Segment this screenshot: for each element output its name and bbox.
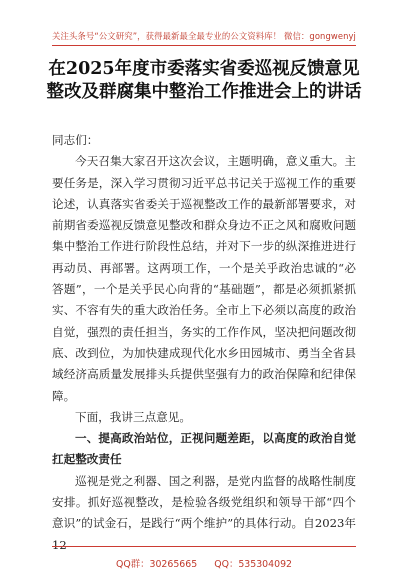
section-heading: 一、提高政治站位，正视问题差距，以高度的政治自觉扛起整改责任 (52, 431, 356, 467)
body-paragraph: 今天召集大家召开这次会议，主题明确，意义重大。主要任务是，深入学习贯彻习近平总书记关于巡视工作的重要论述，认真落实省委关于巡视整改工作的最新部署要求，对前期省委巡视反馈意见整改和群众身边不正之风和腐败问题集中整治工作进行阶段性总结，并对下一步的纵深推进进行再动员、再部署。这两项工作，一个是关乎政治忠诚的“必答题”，一个是关乎民心向背的“基础题”，都是必须抓紧抓实、不容有失的重大政治任务。全市上下必须以高度的政治自觉，强烈的责任担当，务实的工作作风，坚决把问题改彻底、改到位，为加快建成现代化水乡田园城市、勇当全省县域经济高质量发展排头兵提供坚强有力的政治保障和纪律保障。 (52, 154, 356, 403)
footer-qq: QQ：535304092 (214, 559, 293, 570)
document-title (40, 58, 368, 104)
footer-contact (0, 556, 408, 570)
page-header (0, 0, 408, 48)
header-divider (52, 45, 356, 46)
title-line-2: 整改及群腐集中整治工作推进会上的讲话 (46, 82, 362, 102)
footer-divider (52, 546, 356, 547)
body-paragraph: 巡视是党之利器、国之利器，是党内监督的战略性制度安排。抓好巡视整改，是检验各级党组织和领导干部“四个意识”的试金石，是践行“两个维护”的具体行动。自2023年12 (52, 473, 356, 552)
footer-qq-group: QQ群：30265665 (115, 559, 198, 570)
page-footer (0, 546, 408, 580)
document-body (52, 130, 356, 556)
salutation: 同志们： (52, 133, 99, 147)
title-line-1: 在2025年度市委落实省委巡视反馈意见 (48, 59, 360, 79)
header-promo-text: 关注头条号“公文研究”，获得最新最全最专业的公文资料库！ 微信：gongwenyj (52, 31, 356, 41)
body-paragraph: 下面，我讲三点意见。 (75, 409, 191, 424)
